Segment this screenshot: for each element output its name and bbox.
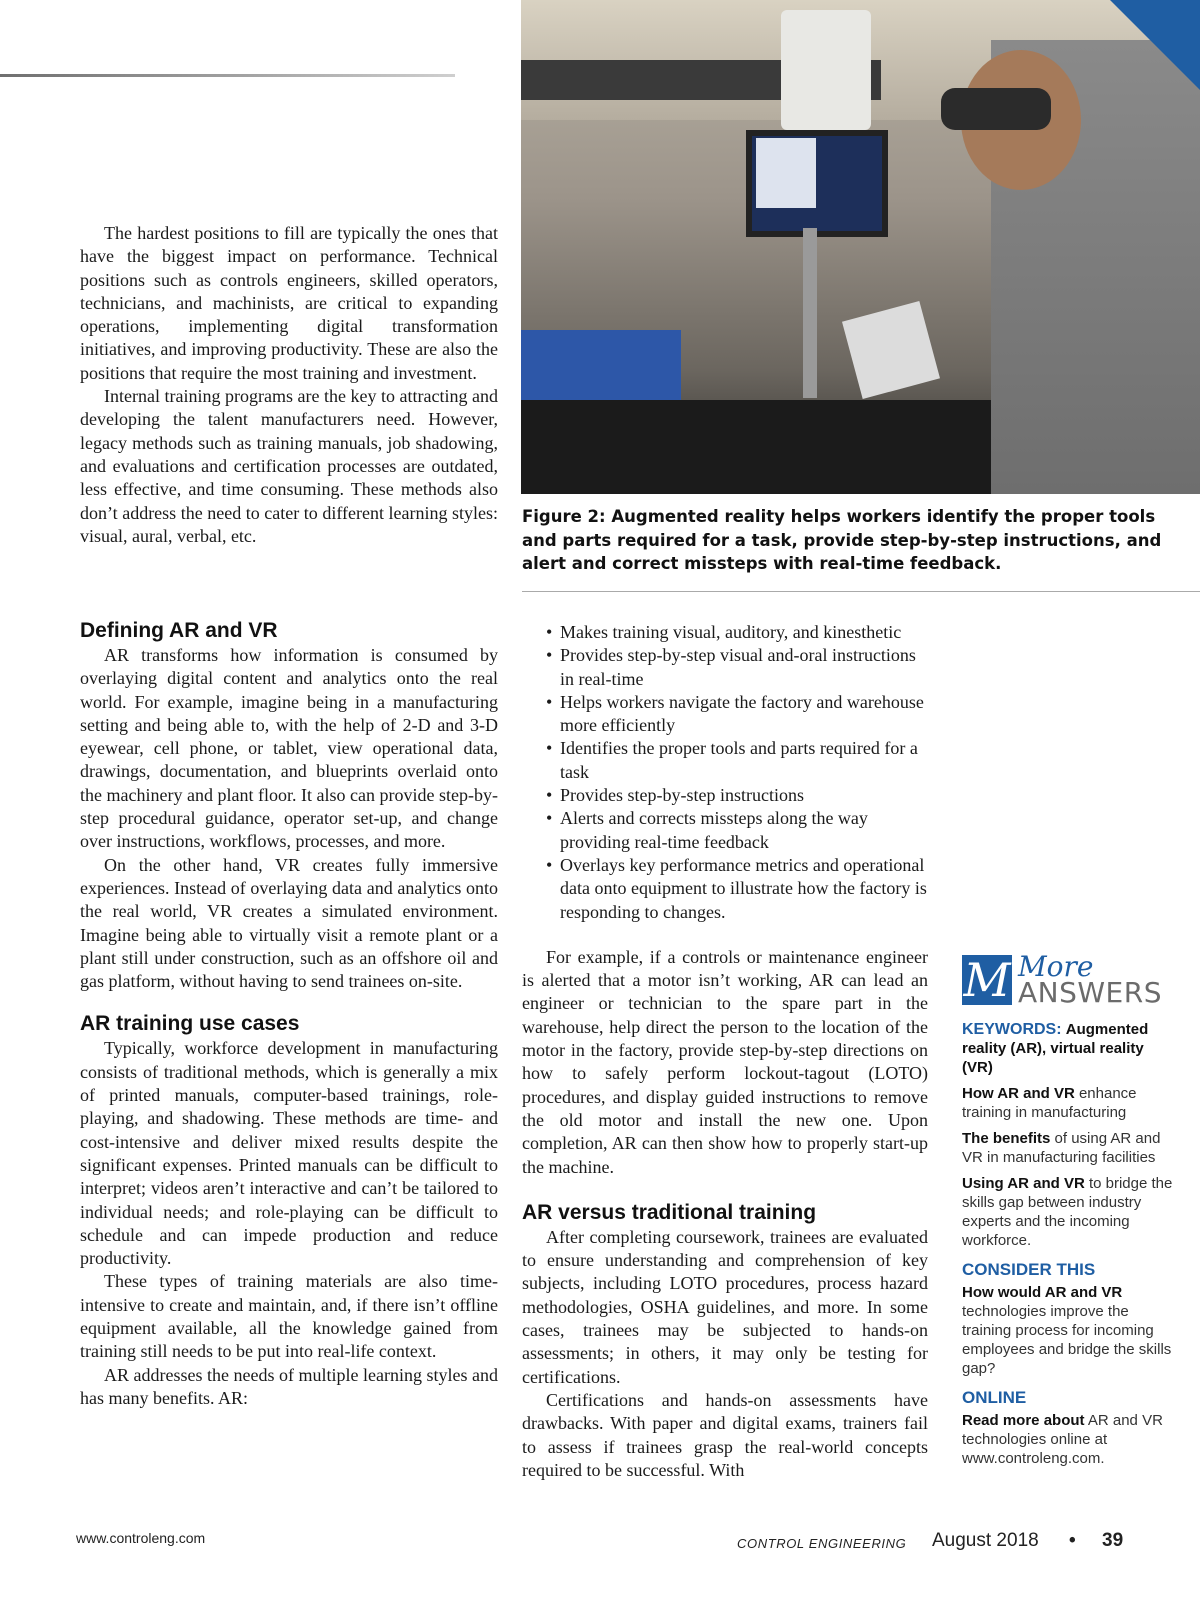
- versus-paragraph-1: After completing coursework, trainees are evaluated to ensure understanding and comprehension of key subjects, including LOTO procedures, process hazard methodologies, OSHA guidelines, and more. In some cases, trainees may be subjected to hands-on assessments; in others, it may only be testing for certifications.: [522, 1226, 928, 1387]
- list-item: • Identifies the proper tools and parts required for a task: [522, 737, 928, 784]
- defining-paragraph-2: On the other hand, VR creates fully immersive experiences. Instead of overlaying data and analytics onto the real world, VR creates a simulated environment. Imagine being able to virtually visit a remote plant or a plant still under construction, such as an offshore oil and gas platform, without having to send trainees on-site.: [80, 854, 498, 992]
- intro-paragraph-2: Internal training programs are the key to attracting and developing the talent manufacturers need. However, legacy methods such as training manuals, job shadowing, and evaluations and certification processes are outdated, less effective, and time consuming. These methods also don’t address the need to cater to different learning styles: visual, aural, verbal, etc.: [80, 386, 498, 546]
- usecases-paragraph-3: AR addresses the needs of multiple learning styles and has many benefits. AR:: [80, 1364, 498, 1408]
- keywords-label: KEYWORDS:: [962, 1021, 1062, 1038]
- list-item: • Makes training visual, auditory, and kinesthetic: [522, 621, 928, 644]
- list-item: • Helps workers navigate the factory and warehouse more efficiently: [522, 691, 928, 738]
- column-2: [522, 621, 928, 1482]
- list-item: • Provides step-by-step visual and-oral instructions in real-time: [522, 644, 928, 691]
- benefits-list: [522, 621, 928, 924]
- list-item: • Provides step-by-step instructions: [522, 784, 928, 807]
- keywords-text: Augmented reality (AR), virtual reality (VR): [962, 1021, 1149, 1076]
- online-link[interactable]: Read more about AR and VR technologies online at www.controleng.com.: [962, 1412, 1163, 1467]
- heading-versus: AR versus traditional training: [522, 1200, 817, 1224]
- answer-item: Using AR and VR to bridge the skills gap between industry experts and the incoming workforce.: [962, 1175, 1173, 1249]
- logo-answers: ANSWERS: [1018, 976, 1162, 1009]
- example-paragraph: For example, if a controls or maintenance engineer is alerted that a motor isn’t working, AR can lead an engineer or technician to the spare part in the warehouse, help direct the person to the location of the motor in the factory, provide step-by-step directions on how to safely perform lockout-tagout (LOTO) procedures, and display guided instructions to remove the old motor and install the new one. Upon completion, AR can then show how to properly start-up the machine.: [522, 946, 928, 1177]
- column-1: [80, 617, 498, 1410]
- online-heading: ONLINE: [962, 1388, 1027, 1407]
- more-answers-sidebar: [962, 950, 1177, 1475]
- keywords: [962, 1020, 1177, 1077]
- heading-use-cases: AR training use cases: [80, 1012, 300, 1036]
- answer-item: The benefits of using AR and VR in manufacturing facilities: [962, 1130, 1161, 1166]
- consider-heading: CONSIDER THIS: [962, 1260, 1096, 1279]
- heading-defining: Defining AR and VR: [80, 619, 278, 642]
- intro-paragraph-1: The hardest positions to fill are typically the ones that have the biggest impact on performance. Technical positions such as controls engineers, skilled operators, technicians, and machinists, are critical to expanding operations, implementing digital transformation initiatives, and improving productivity. These are also the positions that require the most training and investment.: [80, 223, 498, 383]
- figure-caption: Figure 2: Augmented reality helps workers identify the proper tools and parts required for a task, provide step-by-step instructions, and alert and correct missteps with real-time feedback.: [522, 507, 1162, 573]
- answer-item: How AR and VR enhance training in manufacturing: [962, 1085, 1137, 1121]
- more-answers-logo: [962, 950, 1177, 1010]
- footer-date: August 2018: [932, 1530, 1039, 1551]
- corner-accent: [1110, 0, 1200, 90]
- list-item: • Overlays key performance metrics and operational data onto equipment to illustrate how the factory is responding to changes.: [522, 854, 928, 924]
- logo-more: More: [1018, 950, 1094, 983]
- figure-photo: [521, 0, 1200, 494]
- list-item: • Alerts and corrects missteps along the way providing real-time feedback: [522, 807, 928, 854]
- page-number: 39: [1102, 1530, 1124, 1551]
- header-rule: [0, 74, 455, 77]
- versus-paragraph-2: Certifications and hands-on assessments have drawbacks. With paper and digital exams, trainers fail to assess if trainees grasp the real-world concepts required to be successful. With: [522, 1389, 928, 1480]
- caption-rule: [522, 591, 1200, 592]
- defining-paragraph-1: AR transforms how information is consumed by overlaying digital content and analytics onto the real world. For example, imagine being in a manufacturing setting and being able to, with the help of 2-D and 3-D eyewear, cell phone, or tablet, view operational data, drawings, documentation, and blueprints overlaid onto the machinery and plant floor. It also can provide step-by-step procedural guidance, operator set-up, and change over instructions, workflows, processes, and more.: [80, 645, 498, 852]
- footer-url[interactable]: www.controleng.com: [76, 1530, 206, 1546]
- logo-m-icon: M: [963, 953, 1011, 1007]
- footer-bullet: •: [1069, 1530, 1076, 1551]
- intro-block: [80, 222, 498, 548]
- footer-magazine: CONTROL ENGINEERING: [737, 1536, 907, 1551]
- usecases-paragraph-2: These types of training materials are also time-intensive to create and maintain, and, if there isn’t offline equipment available, all the knowledge gained from training still needs to be put into real-life context.: [80, 1271, 498, 1362]
- consider-text: How would AR and VR technologies improve the training process for incoming employees and bridge the skills gap?: [962, 1284, 1172, 1377]
- usecases-paragraph-1: Typically, workforce development in manufacturing consists of traditional methods, which is generally a mix of printed manuals, computer-based trainings, role-playing, and shadowing. These methods are time- and cost-intensive and deliver mixed results despite the significant expenses. Printed manuals can be difficult to interpret; videos aren’t interactive and can’t be tailored to individual needs; and role-playing can be difficult to schedule and can impede production and reduce productivity.: [80, 1038, 498, 1269]
